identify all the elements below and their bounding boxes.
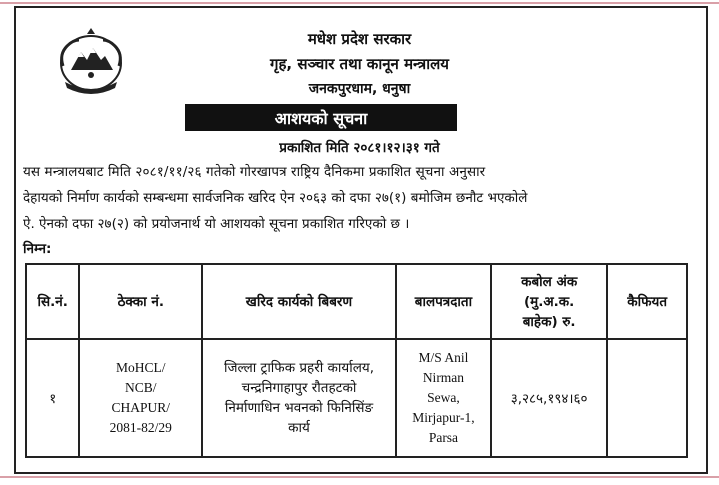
cell-work-description: जिल्ला ट्राफिक प्रहरी कार्यालय, चन्द्रनिगाहापुर रौतहटको निर्माणाधिन भवनको फिनिसिंङ कार्य [202, 339, 396, 457]
cell-bid-amount: ३,२८५,१९४।६० [491, 339, 607, 457]
province-government-heading: मधेश प्रदेश सरकार [307, 30, 412, 48]
bottom-accent-line [0, 476, 719, 478]
notice-title: आशयको सूचना [274, 108, 368, 128]
below-label: निम्न: [23, 241, 52, 257]
header-contract-no: ठेक्का नं. [79, 264, 202, 339]
notice-title-bar [185, 104, 457, 131]
cell-serial-no: १ [26, 339, 79, 457]
published-date: प्रकाशित मिति २०८१।१२।३१ गते [279, 140, 440, 156]
cell-contract-no: MoHCL/ NCB/ CHAPUR/ 2081-82/29 [79, 339, 202, 457]
location-heading: जनकपुरधाम, धनुषा [308, 81, 411, 97]
cell-remarks [607, 339, 687, 457]
header-remarks: कैफियत [607, 264, 687, 339]
ministry-heading: गृह, सञ्चार तथा कानून मन्त्रालय [270, 55, 449, 73]
header-bid-amount: कबोल अंक (मु.अ.क. बाहेक) रु. [491, 264, 607, 339]
table-row [26, 339, 687, 457]
contract-table [25, 263, 688, 458]
body-text-line-2: देहायको निर्माण कार्यको सम्बन्धमा सार्वजनिक खरिद ऐन २०६३ को दफा २७(१) बमोजिम छनौट भएकोले [23, 190, 528, 206]
body-text-line-1: यस मन्त्रालयबाट मिति २०८१/११/२६ गतेको गोरखापत्र राष्ट्रिय दैनिकमा प्रकाशित सूचना अनुसार [23, 164, 486, 180]
top-accent-line [0, 2, 719, 4]
header-bidder: बालपत्रदाता [396, 264, 491, 339]
body-text-line-3: ऐ. ऐनको दफा २७(२) को प्रयोजनार्थ यो आशयको सूचना प्रकाशित गरिएको छ । [23, 216, 410, 232]
header-serial-no: सि.नं. [26, 264, 79, 339]
table-header-row [26, 264, 687, 339]
header-work-description: खरिद कार्यको बिबरण [202, 264, 396, 339]
cell-bidder: M/S Anil Nirman Sewa, Mirjapur-1, Parsa [396, 339, 491, 457]
